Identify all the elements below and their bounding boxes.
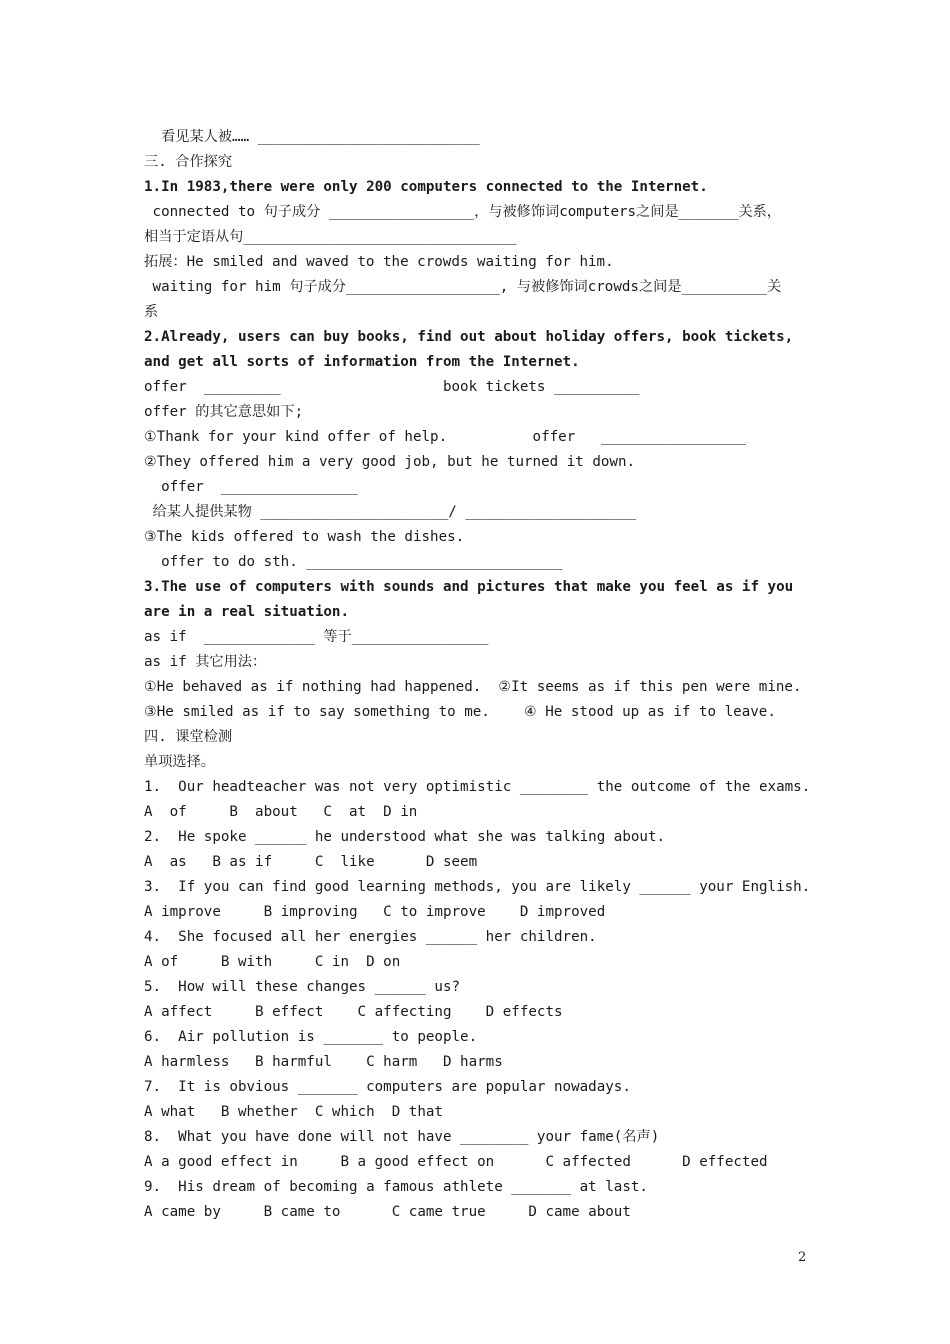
line-5: 相当于定语从句________________________________ [144,229,517,245]
question-3: 3. If you can find good learning methods, you are likely ______ your English. [144,879,811,895]
line-8: 系 [144,304,159,320]
options-3: A improve B improving C to improve D improved [144,904,606,920]
question-1: 1. Our headteacher was not very optimistic ________ the outcome of the exams. [144,779,811,795]
question-6: 6. Air pollution is _______ to people. [144,1029,478,1045]
options-8: A a good effect in B a good effect on C affected D effected [144,1154,768,1170]
line-20: are in a real situation. [144,604,349,620]
line-16: 给某人提供某物 ______________________/ ____________________ [144,504,637,520]
question-2: 2. He spoke ______ he understood what she was talking about. [144,829,666,845]
options-6: A harmless B harmful C harm D harms [144,1054,503,1070]
line-15: offer ________________ [144,479,358,495]
options-2: A as B as if C like D seem [144,854,478,870]
line-21: as if _____________ 等于________________ [144,629,489,645]
line-26: 单项选择。 [144,754,215,770]
options-7: A what B whether C which D that [144,1104,443,1120]
page-number: 2 [798,1250,807,1265]
question-4: 4. She focused all her energies ______ her children. [144,929,597,945]
section-heading-3: 三. 合作探究 [144,154,233,170]
options-4: A of B with C in D on [144,954,401,970]
line-18: offer to do sth. ______________________________ [144,554,563,570]
question-8: 8. What you have done will not have ________ your fame(名声) [144,1129,660,1145]
section-heading-4: 四. 课堂检测 [144,729,233,745]
line-9: 2.Already, users can buy books, find out about holiday offers, book tickets, [144,329,794,345]
question-9: 9. His dream of becoming a famous athlete _______ at last. [144,1179,648,1195]
line-7: waiting for him 句子成分__________________, 与被修饰词crowds之间是__________关 [144,279,782,295]
line-24: ③He smiled as if to say something to me. ④ He stood up as if to leave. [144,704,776,720]
line-12: offer 的其它意思如下; [144,404,304,420]
line-10: and get all sorts of information from the Internet. [144,354,580,370]
line-19: 3.The use of computers with sounds and pictures that make you feel as if you [144,579,794,595]
options-5: A affect B effect C affecting D effects [144,1004,563,1020]
options-1: A of B about C at D in [144,804,418,820]
line-17: ③The kids offered to wash the dishes. [144,529,465,545]
line-3: 1.In 1983,there were only 200 computers connected to the Internet. [144,179,708,195]
question-5: 5. How will these changes ______ us? [144,979,461,995]
line-6: 拓展：He smiled and waved to the crowds waiting for him. [144,254,614,270]
line-23: ①He behaved as if nothing had happened. ②It seems as if this pen were mine. [144,679,802,695]
line-14: ②They offered him a very good job, but he turned it down. [144,454,636,470]
line-11: offer _________ book tickets __________ [144,379,640,395]
line-4: connected to 句子成分 _________________，与被修饰词computers之间是_______关系， [144,204,781,220]
line-1: 看见某人被…… __________________________ [144,129,480,145]
question-7: 7. It is obvious _______ computers are popular nowadays. [144,1079,631,1095]
line-13: ①Thank for your kind offer of help. offer _________________ [144,429,747,445]
line-22: as if 其它用法： [144,654,267,670]
options-9: A came by B came to C came true D came about [144,1204,631,1220]
